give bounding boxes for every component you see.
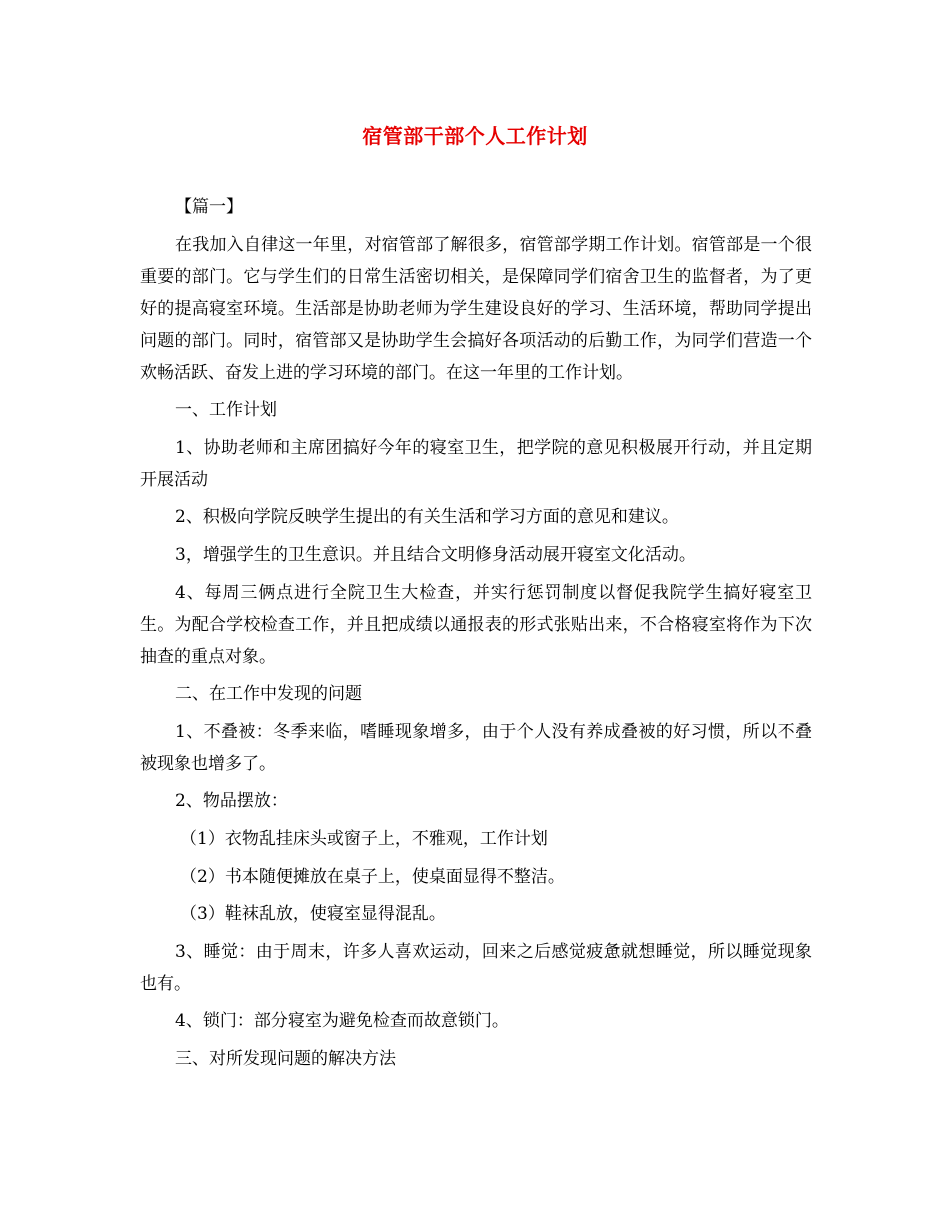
section-heading-problems: 二、在工作中发现的问题 (175, 684, 362, 705)
problem-item-4: 4、锁门：部分寝室为避免检查而故意锁门。 (175, 1011, 509, 1032)
problem-item-1: 1、不叠被：冬季来临，嗜睡现象增多，由于个人没有养成叠被的好习惯，所以不叠被现象也增多了。 (140, 721, 812, 774)
problem-subitem-2: （2）书本随便摊放在桌子上，使桌面显得不整洁。 (180, 866, 565, 887)
intro-paragraph: 在我加入自律这一年里，对宿管部了解很多，宿管部学期工作计划。宿管部是一个很重要的部门。它与学生们的日常生活密切相关，是保障同学们宿舍卫生的监督者，为了更好的提高寝室环境。生活部是协助老师为学生建设良好的学习、生活环境，帮助同学提出问题的部门。同时，宿管部又是协助学生会搞好各项活动的后勤工作，为同学们营造一个欢畅活跃、奋发上进的学习环境的部门。在这一年里的工作计划。 (140, 234, 812, 383)
problem-item-3: 3、睡觉：由于周末，许多人喜欢运动，回来之后感觉疲惫就想睡觉，所以睡觉现象也有。 (140, 941, 812, 994)
problem-subitem-1: （1）衣物乱挂床头或窗子上，不雅观，工作计划 (180, 828, 548, 849)
plan-item-4: 4、每周三俩点进行全院卫生大检查，并实行惩罚制度以督促我院学生搞好寝室卫生。为配合学校检查工作，并且把成绩以通报表的形式张贴出来，不合格寝室将作为下次抽查的重点对象。 (140, 582, 812, 667)
document-body (140, 191, 812, 1081)
plan-item-2: 2、积极向学院反映学生提出的有关生活和学习方面的意见和建议。 (175, 507, 679, 528)
plan-item-1: 1、协助老师和主席团搞好今年的寝室卫生，把学院的意见积极展开行动，并且定期开展活动 (140, 437, 812, 490)
problem-item-2: 2、物品摆放： (175, 791, 288, 812)
document-title: 宿管部干部个人工作计划 (362, 124, 588, 148)
problem-subitem-3: （3）鞋袜乱放，使寝室显得混乱。 (180, 904, 446, 925)
plan-item-3: 3，增强学生的卫生意识。并且结合文明修身活动展开寝室文化活动。 (175, 544, 696, 565)
section-heading-solutions: 三、对所发现问题的解决方法 (175, 1048, 396, 1069)
section-heading-work-plan: 一、工作计划 (175, 400, 277, 421)
section-marker: 【篇一】 (175, 197, 243, 217)
